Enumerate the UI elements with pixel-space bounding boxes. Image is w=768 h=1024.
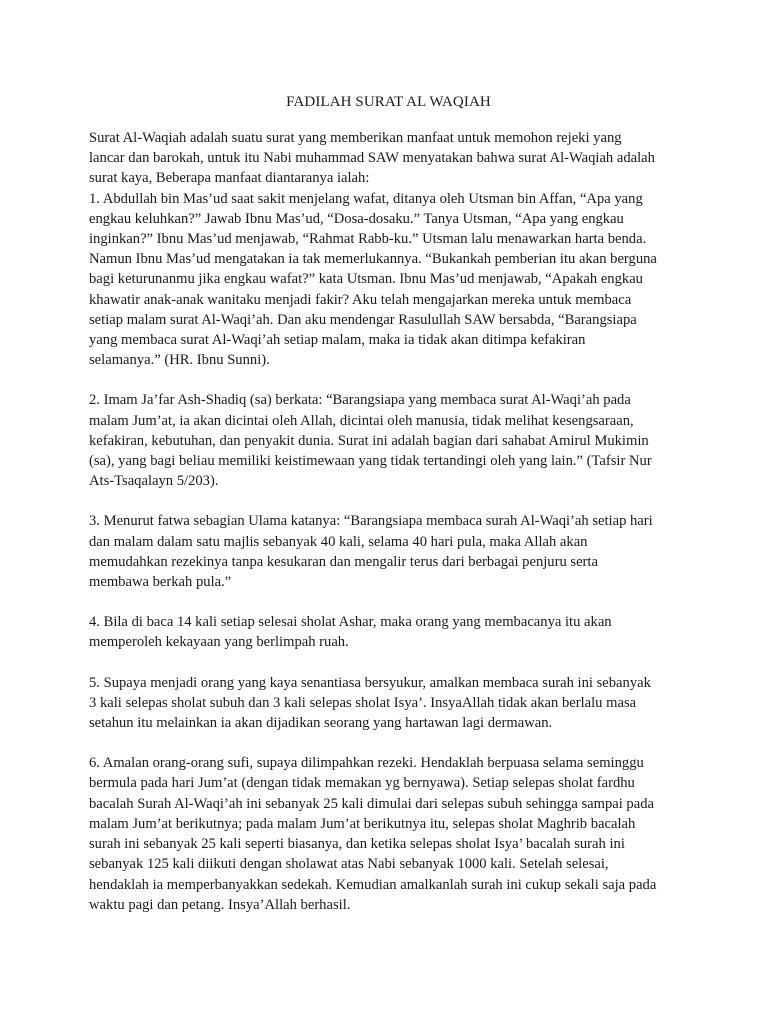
paragraph-4: 4. Bila di baca 14 kali setiap selesai sholat Ashar, maka orang yang membacanya itu akan memperoleh kekayaan yang berlimpah ruah. [89, 614, 612, 651]
paragraph-2: 2. Imam Ja’far Ash-Shadiq (sa) berkata: “Barangsiapa yang membaca surat Al-Waqi’ah pada malam Jum’at, ia akan dicintai oleh Allah, dicintai oleh manusia, tidak melihat kesengsaraan, kefakiran, kebutuhan, dan penyakit dunia. Surat ini adalah bagian dari sahabat Amirul Mukimin (sa), yang bagi beliau memiliki keistimewaan yang tidak tertandingi oleh yang lain.” (Tafsir Nur Ats-Tsaqalayn 5/203). [89, 392, 652, 490]
document-title: FADILAH SURAT AL WAQIAH [286, 94, 491, 110]
paragraph-intro: Surat Al-Waqiah adalah suatu surat yang memberikan manfaat untuk memohon rejeki yang lancar dan barokah, untuk itu Nabi muhammad SAW menyatakan bahwa surat Al-Waqiah adalah surat kaya, Beberapa manfaat diantaranya ialah: [89, 130, 655, 187]
paragraph-1: 1. Abdullah bin Mas’ud saat sakit menjelang wafat, ditanya oleh Utsman bin Affan, “Apa yang engkau keluhkan?” Jawab Ibnu Mas’ud, “Dosa-dosaku.” Tanya Utsman, “Apa yang engkau inginkan?” Ibnu Mas’ud menjawab, “Rahmat Rabb-ku.” Utsman lalu menawarkan harta benda. Namun Ibnu Mas’ud mengatakan ia tak memerlukannya. “Bukankah pemberian itu akan berguna bagi keturunanmu jika engkau wafat?” kata Utsman. Ibnu Mas’ud menjawab, “Apakah engkau khawatir anak-anak wanitaku menjadi fakir? Aku telah mengajarkan mereka untuk membaca setiap malam surat Al-Waqi’ah. Dan aku mendengar Rasulullah SAW bersabda, “Barangsiapa yang membaca surat Al-Waqi’ah setiap malam, maka ia tidak akan ditimpa kefakiran selamanya.” (HR. Ibnu Sunni). [89, 190, 657, 369]
paragraph-3: 3. Menurut fatwa sebagian Ulama katanya: “Barangsiapa membaca surah Al-Waqi’ah setiap hari dan malam dalam satu majlis sebanyak 40 kali, selama 40 hari pula, maka Allah akan memudahkan rezekinya tanpa kesukaran dan mengalir terus dari berbagai penjuru serta membawa berkah pula.” [89, 513, 653, 591]
paragraph-5: 5. Supaya menjadi orang yang kaya senantiasa bersyukur, amalkan membaca surah ini sebanyak 3 kali selepas sholat subuh dan 3 kali selepas sholat Isya’. InsyaAllah tidak akan berlalu masa setahun itu melainkan ia akan dijadikan seorang yang hartawan lagi dermawan. [89, 674, 651, 732]
paragraph-6: 6. Amalan orang-orang sufi, supaya dilimpahkan rezeki. Hendaklah berpuasa selama seminggu bermula pada hari Jum’at (dengan tidak memakan yg bernyawa). Setiap selepas sholat fardhu bacalah Surah Al-Waqi’ah ini sebanyak 25 kali dimulai dari selepas subuh sehingga sampai pada malam Jum’at berikutnya; pada malam Jum’at berikutnya itu, selepas sholat Maghrib bacalah surah ini sebanyak 25 kali seperti biasanya, dan ketika selepas sholat Isya’ bacalah surah ini sebanyak 125 kali diikuti dengan sholawat atas Nabi sebanyak 1000 kali. Setelah selesai, hendaklah ia memperbanyakkan sedekah. Kemudian amalkanlah surah ini cukup sekali saja pada waktu pagi dan petang. Insya’Allah berhasil. [89, 755, 657, 913]
